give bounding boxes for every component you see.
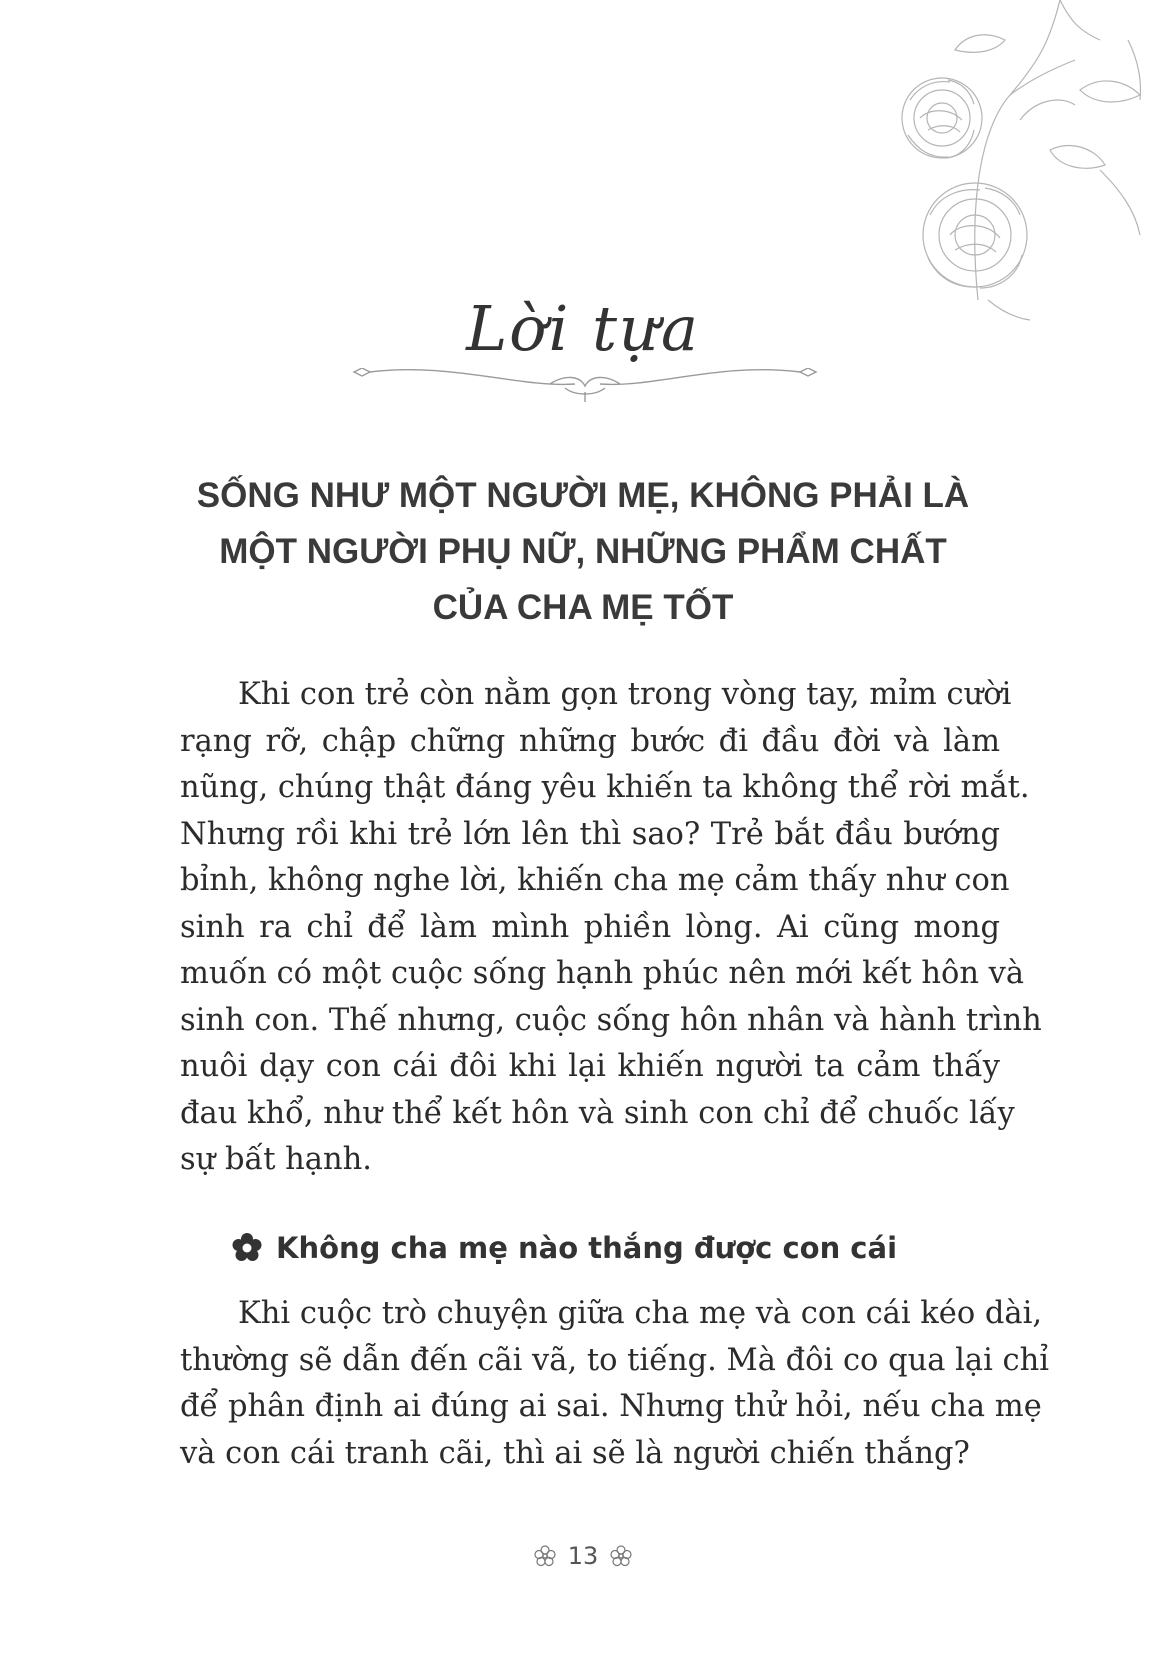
paragraph-intro [180, 672, 1042, 1184]
flower-icon [232, 1233, 262, 1263]
text-line: sinh ra chỉ để làm mình phiền lòng. Ai cũng mong [180, 909, 1000, 945]
page-number: 13 [567, 1542, 599, 1570]
floral-decoration-icon [900, 0, 1166, 330]
text-line: sinh con. Thế nhưng, cuộc sống hôn nhân và hành trình [180, 1002, 1042, 1038]
text-line: muốn có một cuộc sống hạnh phúc nên mới kết hôn và [180, 956, 1025, 991]
text-line: Khi con trẻ còn nằm gọn trong vòng tay, mỉm cười [238, 677, 1012, 712]
text-line: để phân định ai đúng ai sai. Nhưng thử hỏi, nếu cha mẹ [180, 1389, 1042, 1424]
text-line: nũng, chúng thật đáng yêu khiến ta không thể rời mắt. [180, 770, 1030, 805]
text-line: thường sẽ dẫn đến cãi vã, to tiếng. Mà đôi co qua lại chỉ [180, 1342, 1050, 1378]
ornamental-divider-icon [350, 368, 820, 410]
chapter-title: Lời tựa [466, 292, 700, 365]
section-heading [150, 468, 1016, 636]
heading-line: MỘT NGƯỜI PHỤ NỮ, NHỮNG PHẨM CHẤT [219, 532, 947, 571]
text-line: và con cái tranh cãi, thì ai sẽ là người chiến thắng? [180, 1435, 970, 1471]
paragraph-conflict [180, 1291, 1050, 1477]
text-line: đau khổ, như thể kết hôn và sinh con chỉ để chuốc lấy [180, 1095, 1015, 1131]
text-line: bỉnh, không nghe lời, khiến cha mẹ cảm thấy như con [180, 863, 1010, 898]
text-line: Nhưng rồi khi trẻ lớn lên thì sao? Trẻ bắt đầu bướng [180, 816, 1000, 852]
text-line: nuôi dạy con cái đôi khi lại khiến người ta cảm thấy [180, 1049, 1000, 1084]
text-line: Khi cuộc trò chuyện giữa cha mẹ và con cái kéo dài, [238, 1296, 1043, 1331]
text-line: sự bất hạnh. [180, 1142, 372, 1177]
subsection-heading [232, 1231, 897, 1265]
text-line: rạng rỡ, chập chững những bước đi đầu đời và làm [180, 723, 1000, 759]
subsection-heading-text: Không cha mẹ nào thắng được con cái [276, 1231, 898, 1265]
small-flower-icon [610, 1545, 632, 1567]
heading-line: SỐNG NHƯ MỘT NGƯỜI MẸ, KHÔNG PHẢI LÀ [196, 476, 970, 515]
heading-line: CỦA CHA MẸ TỐT [432, 588, 734, 627]
page-footer [0, 1542, 1166, 1570]
small-flower-icon [534, 1545, 556, 1567]
